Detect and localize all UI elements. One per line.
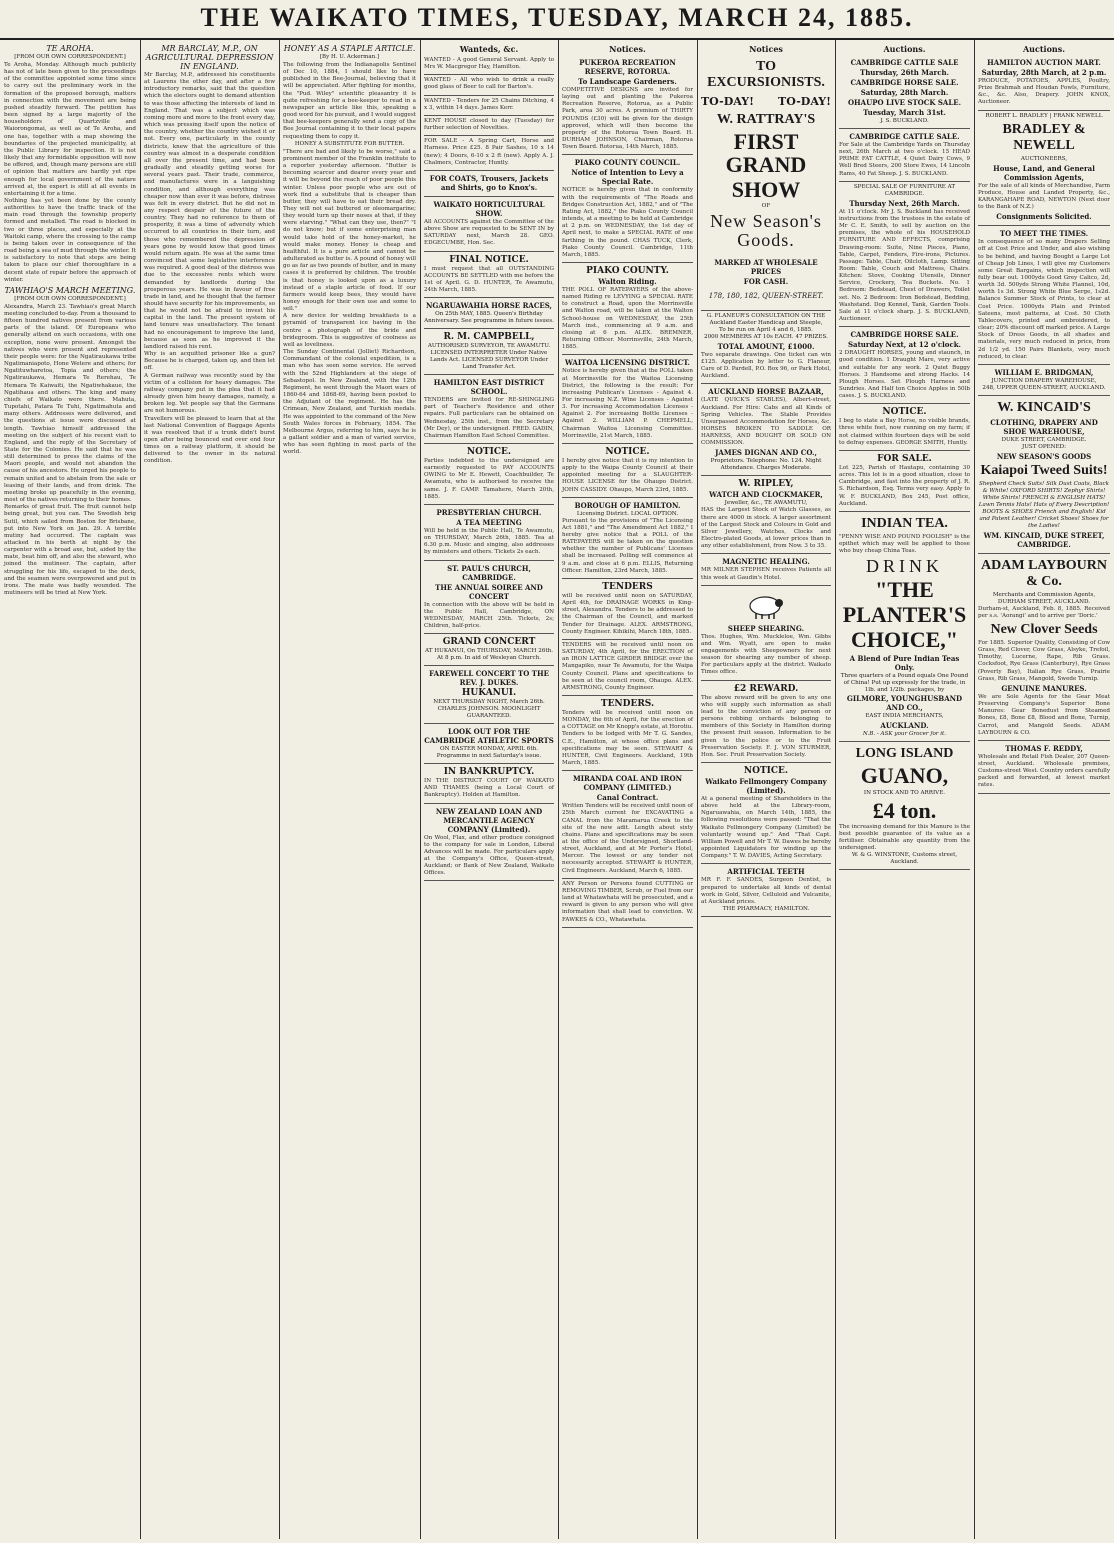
- ad-text: OF: [761, 203, 771, 210]
- ad-text: EAST INDIA MERCHANTS,: [865, 713, 944, 720]
- classified-ad: [562, 263, 693, 355]
- ad-title: WILLIAM E. BRIDGMAN,: [994, 367, 1094, 377]
- masthead: [0, 0, 1114, 40]
- section-heading: Notices: [749, 44, 783, 54]
- ad-text: Proprietors. Telephone: No. 124. Night Attendance. Charges Moderate.: [710, 458, 822, 472]
- classified-ad: [424, 55, 554, 75]
- ad-title: CAMBRIDGE CATTLE SALE: [850, 58, 959, 67]
- ad-text: IN STOCK AND TO ARRIVE.: [863, 789, 946, 796]
- ad-headline: GUANO,: [860, 763, 949, 789]
- ad-subtitle: WATCH AND CLOCKMAKER,: [709, 490, 823, 500]
- ad-headline: FIRST GRAND: [725, 129, 807, 178]
- ad-text: WANTED - A good General Servant. Apply to Mrs W. Macgregor Hay, Hamilton.: [424, 57, 554, 71]
- ad-text: I beg to state a Bay Horse, no visible brands, three white feet, now running on my farm; if not claimed within fourteen days will be sold to defray expenses. GEORGE SMITH, Huntly.: [839, 418, 970, 446]
- guano-ad: [839, 742, 970, 870]
- ad-name: W. RATTRAY'S: [716, 112, 816, 127]
- classified-ad: [424, 505, 554, 561]
- section-heading: Notices.: [609, 44, 646, 54]
- classified-ad: [424, 666, 554, 724]
- classified-ad: [701, 763, 831, 864]
- ad-title: W. RIPLEY,: [738, 479, 794, 490]
- ad-subtitle: TOTAL AMOUNT, £1000.: [717, 341, 815, 351]
- ad-text: Two separate drawings. One ticket can win £125. Application by letter to G. Flaneur, Care of D. Pardell, P.O. Box 96, or Park Hotel, Auckland.: [701, 351, 831, 380]
- ad-text: Durham-st, Auckland, Feb. 8, 1885. Received per s.s. 'Aorangi' and to arrive per 'Doric.': [978, 605, 1110, 619]
- today-label: TO-DAY!: [701, 95, 754, 108]
- ad-headline: "THE: [875, 577, 934, 603]
- ad-text: "PENNY WISE AND POUND FOOLISH" is the epithet which may well be applied to those who buy cheap China Teas.: [839, 533, 970, 555]
- ad-text: MR F. F. SANDES, Surgeon Dentist, is prepared to undertake all kinds of dental work in Gold, Silver, Celluloid and Vulcanite, at Auckland prices.: [701, 877, 831, 905]
- ad-title: ST. PAUL'S CHURCH, CAMBRIDGE.: [447, 563, 531, 582]
- ad-price: £4 ton.: [872, 797, 937, 823]
- ad-text: will be received until noon on SATURDAY, April 4th, for DRAINAGE WORKS in King-street, Alexandra. Tenders to be addressed to the Chairman of the Council, and marked Tender for Drainage. ALEX. ARMSTRONG, County Engineer. Kihikihi, March 18th, 1885.: [562, 592, 693, 635]
- ad-text: I hereby give notice that it is my intention to apply to the Waipa County Council at their appointed meeting for a SLAUGHTER-HOUSE LICENSE for the Ohaupo District. JOHN CASSIDY. Ohaupo, March 23rd, 1885.: [562, 457, 693, 493]
- classified-ad: [839, 451, 970, 512]
- column-3: [279, 40, 420, 1539]
- classified-ad: [424, 252, 554, 299]
- ad-text: JUNCTION DRAPERY WAREHOUSE,: [991, 377, 1097, 384]
- article-text: Remarks of great fruit. The fruit cannot help being great, but you can. The Swedish brig Sutil, which sailed from Boston for Brisbane, put into New York on Jan. 29. A terrible mutiny had occurred. The captain was attacked in his berth at night by the carpenter with a broad axe, but, aided by the mate, beat him off, and also the steward, who joined the mutineer. The captain, after struggling for his life, escaped to the deck, and the seamen were overpowered and put in irons. The mate was badly wounded. The mutineers will be tried at New York.: [4, 504, 136, 597]
- ad-text: WANTED - All who wish to drink a really good glass of Beer to call for Barton's.: [424, 77, 554, 91]
- article-heading: HONEY AS A STAPLE ARTICLE.: [283, 44, 416, 53]
- column-8: [974, 40, 1114, 1539]
- classified-ad: [978, 226, 1110, 365]
- article-text: The Sunday Continental (Jolliet) Richardson, Commandant of the colonial expedition, is a man who has seen some service. He served with the 52nd Highlanders at the siege of Sebastopol. In New Zealand, with the 12th Regiment, he went through the Maori wars of 1860-64 and 1868-69, having been posted to the Adjutant of the regiment. He has the Crimean, New Zealand, and Turkish medals. He was appointed to the command of the New South Wales forces in February, 1854. The Melbourne Argus, referring to him, says he is a gallant soldier and a man of varied service, who has seen fighting in most parts of the world.: [283, 349, 416, 456]
- ad-text: ANY Person or Persons found CUTTING or REMOVING TIMBER, Scrub, or Fuel from our land at Whatawhata will be prosecuted, and a reward is given to any person who will give information that shall lead to conviction. W. FAWKES & CO., Whatawhata.: [562, 880, 693, 923]
- ad-title: FOR SALE.: [877, 453, 932, 464]
- kincaid-ad: [978, 396, 1110, 554]
- classified-ad: [424, 136, 554, 171]
- article-heading: TAWHIAO'S MARCH MEETING.: [4, 285, 136, 295]
- classified-ad: [562, 640, 693, 696]
- ad-date: Tuesday, March 31st.: [863, 108, 946, 117]
- ad-subtitle: House, Land, and General Commission Agents,: [993, 163, 1095, 182]
- ad-date: Saturday, 28th March, at 2 p.m.: [981, 68, 1107, 77]
- classified-ad: [424, 75, 554, 95]
- ad-text: Parties indebted to the undersigned are earnestly requested to PAY ACCOUNTS OWING to Mr E. Hewett, Coachbuilder, Te Awamutu, who is authorised to receive the same. J. F. CAMP. Tamahere, March 20th, 1885.: [424, 457, 554, 500]
- ad-title: NEW ZEALAND LOAN AND MERCANTILE AGENCY COMPANY (Limited).: [435, 806, 543, 834]
- ad-text: Shepherd Check Suits! Silk Dust Coats, Black & White! OXFORD SHIRTS! Zephyr Shirts! White Shirts! FRENCH & ENGLISH HATS! Lawn Tennis Hats! Hats of Every Description! BOOTS & SHOES Friench and English! Kid and Patent Leather! Cricket Shoes! Shoes for the Ladies!: [978, 480, 1110, 529]
- ad-text: ON EASTER MONDAY, APRIL 6th. Programme in next Saturday's issue.: [436, 746, 542, 760]
- ad-text: HAS the Largest Stock of Watch Glasses, as there are 4000 in stock. A larger assortment of the Largest Stock and Colours in Gold and Silver Jewellery, Watches, Clocks and Electro-plated Goods, at lower prices than in any other establishment, from Now. 3 to 35.: [701, 507, 831, 550]
- classified-ad: [424, 561, 554, 635]
- classified-ad: [424, 804, 554, 882]
- classified-ad: [562, 155, 693, 263]
- ad-subtitle: NEW SEASON'S GOODS: [996, 451, 1092, 461]
- ad-text: NEXT THURSDAY NIGHT, March 26th. CHARLES JOHNSON. MOONLIGHT GUARANTEED.: [433, 699, 545, 720]
- sheep-icon-svg: [741, 591, 791, 621]
- ad-title: SHEEP SHEARING.: [727, 623, 805, 633]
- ad-text: J. S. BUCKLAND.: [880, 118, 929, 124]
- ad-text: IN THE DISTRICT COURT OF WAIKATO AND THAMES (being a Local Court of Bankruptcy). Holden at Hamilton.: [424, 778, 554, 799]
- article-heading: MR BARCLAY, M.P., ON AGRICULTURAL DEPRESSION IN ENGLAND.: [145, 44, 274, 71]
- masthead-title: THE WAIKATO TIMES, TUESDAY, MARCH 24, 1885.: [200, 3, 914, 32]
- ad-title: FOR COATS, Trousers, Jackets and Shirts, go to Knox's.: [429, 173, 549, 192]
- ad-subtitle: Canal Contract.: [596, 793, 659, 803]
- ad-text: For 1885. Superior Quality, Consisting of Cow Grass, Red Clover, Cow Grass, Alsyke, Trefoil, Timothy, Lucerne, Rape, Rib Grass. Cocksfoot, Rye Grass (Canterbury), Rye Grass (Poverty Bay), Italian Rye Grass, Prairie Grass, Rib Grass, Mangold, Swede Turnip.: [978, 639, 1110, 682]
- ad-subtitle: JAMES DIGNAN AND CO.,: [715, 448, 817, 458]
- column-7: [835, 40, 974, 1539]
- classified-ad: [424, 375, 554, 444]
- classified-ad: [978, 55, 1110, 111]
- ad-title: TENDERS.: [600, 698, 655, 709]
- ad-subtitle: WM. KINCAID, DUKE STREET, CAMBRIDGE.: [983, 530, 1105, 549]
- ad-title: BOROUGH OF HAMILTON.: [574, 500, 681, 510]
- classified-ad: [839, 129, 970, 182]
- classified-ad: [562, 498, 693, 579]
- ad-title: ARTIFICIAL TEETH: [727, 867, 805, 877]
- ad-text: TENDERS will be received until noon on SATURDAY, 4th April, for the ERECTION of an IRON LATTICE GIRDER BRIDGE over the Mangapiko, near Te Awamutu, for the Waipa County Council. Plans and specifications to be seen at the council room, Ohaupo. ALEX. ARMSTRONG, County Engineer.: [562, 641, 693, 691]
- ad-text: To be run on April 4 and 6, 1885.: [719, 326, 813, 333]
- ad-subtitle: THE ANNUAL SOIREE AND CONCERT: [435, 582, 543, 601]
- ad-text: Written Tenders will be received until noon of 25th March current for EXCAVATING a CANAL from the Maramarua Creek to the site of the new adit. Length about sixty chains. Plans and specifications may be seen at the office of the Undersigned, Shortland-street, Auckland, and at Mr Porter's Hotel, Mercer. The lowest or any tender not necessarily accepted. STEWART & HUNTER, Civil Engineers. Auckland, March 6, 1885.: [562, 803, 693, 874]
- article-byline: [By H. U. Ackerman.]: [319, 54, 380, 60]
- ad-text: DUKE STREET, CAMBRIDGE.: [1001, 436, 1087, 443]
- ad-text: The above reward will be given to any one who will supply such information as shall lead to the conviction of any person or persons robbing orchards belonging to members of this Society in Hamilton during the present fruit season. Information to be given to the police or to the Fruit Preservation Society. F. J. VON STURMER, Hon. Sec. Fruit Preservation Society.: [701, 694, 831, 758]
- classified-ad: [562, 579, 693, 640]
- article-text: Why is an acquitted prisoner like a gun? Because he is charged, taken up, and then let off.: [144, 351, 275, 372]
- today-row: [701, 95, 831, 108]
- classified-ad: [562, 696, 693, 771]
- ad-title: NGARUAWAHIA HORSE RACES,: [426, 301, 552, 311]
- ad-title: MIRANDA COAL AND IRON COMPANY (LIMITED.): [573, 774, 682, 793]
- classified-ad: [701, 384, 831, 476]
- ad-title: SPECIAL SALE OF FURNITURE AT CAMBRIDGE.: [853, 183, 956, 197]
- ad-text: KENT HOUSE closed to day (Tuesday) for further selection of Novelties.: [424, 117, 554, 132]
- ad-text: At a general meeting of Shareholders in the above held at the Library-room, Ngaruawahia, on March 14th, 1885, the following resolutions were passed: "That the Waikato Fellmongery Company (Limited) be voluntarily wound up." And "That Capt. William Powell and Mr T. W. Dawes be hereby appointed Liquidators for winding up the Company." T. W. DAVIES, Acting Secretary.: [701, 796, 831, 860]
- ad-title: NOTICE.: [882, 407, 927, 418]
- classified-ad: [839, 182, 970, 327]
- ad-subtitle: A TEA MEETING: [456, 517, 522, 527]
- classified-ad: [424, 197, 554, 252]
- ad-headline: DRINK: [866, 556, 943, 577]
- ad-text: AT HUKANUI, On THURSDAY, MARCH 26th. At 8 p.m. In aid of Wesleyan Church.: [424, 648, 554, 662]
- ad-title: NOTICE.: [743, 766, 789, 776]
- classified-ad: [424, 329, 554, 375]
- ad-text: FOR SALE - A Spring Cart, Horse and Harness. Price £25. 8 Pair Sashes, 10 x 14 (new); 4 Doors, 6-10 x 2 ft (new). Apply A. J. Chalmers, Contractor, Huntly.: [424, 138, 554, 166]
- tea-ad: [839, 512, 970, 743]
- ad-subtitle: A Blend of Pure Indian Teas Only.: [849, 653, 960, 672]
- classified-ad: [978, 741, 1110, 794]
- ad-text: On Wool, Flax, and other produce consigned to the company for sale in London, Liberal Advances will be made. For particulars apply at the Company's Office, Queen-street, Auckland; or Bank of New Zealand, Waikato Offices.: [424, 834, 554, 877]
- ad-text: JUST OPENED:: [1021, 443, 1067, 450]
- ad-title: PRESBYTERIAN CHURCH.: [436, 507, 542, 517]
- classified-ad: [701, 476, 831, 554]
- ad-text: AUCTIONEERS,: [1020, 155, 1068, 162]
- ad-title: ADAM LAYBOURN & Co.: [981, 557, 1107, 589]
- ad-text: For Sale at the Cambridge Yards on Thursday next, 26th March at two o'clock. 15 HEAD PRIME FAT CATTLE, 4 Quiet Dairy Cows, 9 Well Bred Steers, 200 Store Ewes, 14 Lincoln Rams, 40 Fat Sheep. J. S. BUCKLAND.: [839, 141, 970, 177]
- article-text: Mr Barclay, M.P., addressed his constituents at Laurens the other day, and after a few introductory remarks, said that the question which the electors ought to demand attention to was those affecting the interests of land in England. That was a subject which was coming more and more to the front every day, which was pressing itself upon the notice of the country, whether the country wished it or not. Every one, particularly in the county districts, knew that the agriculture of this country was almost in a desperate condition all over the present time, and had been gradually and steadily getting worse for several years past. Their trade, commerce, and manufactures were in a languishing condition, and although everything was cheaper now than ever it was before, distress was felt in every district. But he did not in any respect despair of the future of the country. They had no reference to them of prosperity, it was a time of adversity which occurred to all countries in their turn, and those who remembered the depression of years gone by would know that good times would return again. He was at the same time convinced that some legislative interference was required. A good deal of the distress was due to the excessive rents which were demanded by landlords during the prosperous years. He was in favour of free trade in land, and he thought that the farmer should have security for his improvements, so that he would not be afraid to invest his capital in the land. The present system of land tenure was unsatisfactory. The tenant had no encouragement to improve the land, because as soon as he improved it the landlord raised his rent.: [144, 72, 275, 350]
- ad-text: In connection with the above will be held in the Public Hall, Cambridge, ON WEDNESDAY, MARCH 25th. Tickets, 2s; Children, half-price.: [424, 601, 554, 629]
- ad-date: Saturday Next, at 12 o'clock.: [847, 340, 961, 350]
- classified-ad: [424, 171, 554, 197]
- ad-text: WANTED - Tenders for 25 Chains Ditching, 4 x 3, within 14 days. James Kerr.: [424, 97, 554, 111]
- ad-title: TO MEET THE TIMES.: [999, 229, 1089, 239]
- article-text: A new device for welding breakfasts is a pyramid of transparent ice having in the centre a photograph of the bride and bridegroom. This is suggestive of coolness as well as loveliness.: [283, 313, 416, 348]
- ad-text: TENDERS are invited for RE-SHINGLING part of Teacher's Residence and other repairs. Full particulars can be obtained on Wednesday, 25th inst., from the Secretary (Mr Dey), or the undersigned. FRED. GADIN, Chairman Hamilton East School Committee.: [424, 397, 554, 439]
- ad-text: At 11 o'clock. Mr J. S. Buckland has received instructions from the trustees in the estate of Mr C. E. Smith, to sell by auction on the premises, the whole of his HOUSEHOLD FURNITURE AND EFFECTS, comprising Drawing-room: Suite, Nine Pieces, Piano, Table, Carpet, Fenders, Fire-irons, Pictures. Passage: Table, Chair, Oilcloth, Lamp. Sitting Room: Table, Couch and Mattress, Chairs. Kitchen: Stove, Cooking Utensils, Dinner Service, Crockery, Tea Buckets. No. 1 Bedroom: Bedstead, Chest of Drawers, Toilet set. No. 2 Bedroom: Iron Bedstead, Bedding, Washstand. Dog Kennel, Tank, Garden Tools. Sale at 11 o'clock sharp. J. S. BUCKLAND, Auctioneer.: [839, 208, 970, 323]
- classified-ad: [562, 879, 693, 928]
- ad-text: COMPETITIVE DESIGNS are invited for laying out and planting the Pukeroa Recreation Reserve, Rotorua, as a Public Park, area 30 acres. A premium of THIRTY POUNDS (£30) will be given for the design approved, which will then become the property of the Rotorua Town Board. H. DURHAM JOHNSON, Chairman, Rotorua Town Board. Rotorua, 14th March, 1885.: [562, 87, 693, 151]
- ad-title: PUKEROA RECREATION RESERVE, ROTORUA.: [579, 58, 676, 76]
- ad-title: WAIKATO HORTICULTURAL SHOW.: [433, 199, 545, 218]
- ad-headline: Kaiapoi Tweed Suits!: [980, 462, 1108, 478]
- ad-text: NOTICE is hereby given that in conformity with the requirements of "The Roads and Bridges Construction Act, 1882," and of "The Rating Act, 1882," the Piako County Council intends, at a meeting to be held at Cambridge at 2 p.m. on WEDNESDAY, the 1st day of April next, to make a SPECIAL RATE of one farthing in the pound. CHAS TUCK, Clerk, Piako County Council. Cambridge, 11th March, 1885.: [562, 187, 693, 258]
- classified-ad: [701, 681, 831, 763]
- classified-ad: [839, 55, 970, 129]
- section-heading: Auctions.: [1022, 44, 1066, 54]
- ad-title: FINAL NOTICE.: [449, 254, 529, 265]
- classified-ad: [701, 864, 831, 917]
- ad-date: Thursday Next, 26th March.: [849, 198, 960, 208]
- ad-title: WAITOA LICENSING DISTRICT.: [565, 358, 690, 368]
- ad-text: 2 DRAUGHT HORSES, young and staunch, in good condition. 1 Draught Mare, very active and suitable for any work. 2 Quiet Buggy Horses. 3 Handsome and strong Hacks. 14 Plough Horses. Set Plough Harness and Sundries. And Half ton Choice Apples in 50lb cases. J. S. BUCKLAND.: [839, 350, 970, 400]
- ad-title: £2 REWARD.: [733, 683, 799, 694]
- column-2: [140, 40, 279, 1539]
- ad-title: BRADLEY & NEWELL: [1002, 121, 1086, 153]
- ad-title: IN BANKRUPTCY.: [443, 767, 535, 778]
- classified-ad: [839, 327, 970, 404]
- article-heading: TE AROHA.: [46, 44, 94, 53]
- ad-text: THE PHARMACY, HAMILTON.: [722, 906, 810, 913]
- ad-headline: CHOICE,": [851, 627, 958, 653]
- classified-ad: [701, 554, 831, 585]
- ad-text: Wholesale and Retail Fish Dealer, 207 Queen-street, Auckland. Wholesale premises, Customs-street West. Country orders carefully packed and forwarded, at lowest market rates.: [978, 753, 1110, 789]
- classified-ad: [978, 111, 1110, 227]
- ad-title: TO EXCURSIONISTS.: [707, 59, 825, 90]
- ad-title: HAMILTON EAST DISTRICT SCHOOL.: [433, 378, 545, 397]
- ad-text: ROBERT L. BRADLEY | FRANK NEWELL: [985, 112, 1103, 119]
- ad-title: W. KINCAID'S: [997, 399, 1091, 415]
- ad-address: 178, 180, 182, QUEEN-STREET.: [708, 292, 824, 301]
- ad-title: OHAUPO LIVE STOCK SALE.: [847, 98, 962, 107]
- classified-ad: [562, 771, 693, 879]
- ad-subtitle: FOR CASH.: [743, 277, 789, 287]
- ad-date: Thursday, 26th March.: [860, 68, 949, 77]
- ad-headline: New Season's Goods.: [710, 211, 822, 251]
- ad-subtitle: Waikato Fellmongery Company (Limited).: [705, 777, 827, 795]
- ad-text: Will be held in the Public Hall, Te Awamutu, on THURSDAY, March 26th, 1885. Tea at 6.30 p.m. Music and singing, also addresses by ministers and others. Tickets 2s each.: [424, 527, 554, 556]
- section-heading: Auctions.: [883, 44, 926, 54]
- ad-title: PIAKO COUNTY.: [586, 265, 669, 276]
- article-text: Te Aroha, Monday. Although much publicity has not of late been given to the proceedings of the committee appointed some time since to carry out the preliminary work in the formation of the proposed borough, matters in connection with the movement are being pushed steadily forward. The petition has been signed by a large majority of the householders of Quartzville and Waiorongomai, as well as of Te Aroha, and one has, together with a map showing the boundaries of the projected municipality, at the Public Library for inspection. It is not likely that any formidable opposition will now be offered, and, though many persons are still of opinion that matters are hardly yet ripe enough for local government of the nature arrived at, the expert is still at all events in entertaining it for a time.: [4, 62, 136, 197]
- ad-text: 248, UPPER QUEEN-STREET, AUCKLAND.: [982, 384, 1106, 391]
- article-text: "There are bad and likely to be worse," said a prominent member of the Franklin institute to a reporter yesterday afternoon. "Butter is becoming scarcer and dearer every year and it will be beyond the reach of poor people this winter. Unless poor people who are out of work find a substitute that is cheaper than butter, they will have to eat their bread dry. They will not eat buttered or oleomargarine; they would turn up their noses at that, if they were starving." "What can they use, then?" "I do not know; but if some enterprising man would take hold of the honey-market, he would make money. Honey is cheap and healthful. It is a pure article and cannot be adulterated as butter is. A pound of honey will go as far as two pounds of butter, and in many cases it is preferred by children. The trouble is that honey is looked upon as a luxury instead of a staple article of food. If our farmers would keep bees, they would have honey enough for their own use and some to sell.": [283, 148, 416, 313]
- today-label: TO-DAY!: [778, 95, 831, 108]
- classified-ad: [562, 444, 693, 498]
- ad-subtitle: GILMORE, YOUNGHUSBAND AND CO.,: [846, 694, 963, 713]
- ad-date: Saturday, 28th March.: [860, 88, 949, 97]
- ad-title: TENDERS: [602, 581, 653, 592]
- ad-text: Lot 225, Parish of Hautapu, containing 30 acres. This lot is in a good situation, close to Cambridge, and fast into the property of J. R. S. Richardson, Esq. Terms very easy. Apply to W. F. BUCKLAND, Box 245, Post office, Auckland.: [839, 464, 970, 507]
- classified-ad: [424, 96, 554, 116]
- ad-title: HAMILTON AUCTION MART.: [987, 58, 1101, 67]
- ad-title: MAGNETIC HEALING.: [722, 557, 810, 567]
- ad-title: THOMAS F. REDDY,: [1005, 743, 1083, 753]
- rattray-ad: [701, 55, 831, 311]
- ad-text: Three quarters of a Pound equals One Pound of China! Put up expressly for the trade, in 1lb. and 1/2lb. packages, by: [840, 672, 969, 693]
- ad-text: The increasing demand for this Manure is the best possible guarantee of its value as a fertiliser. Obtainable any quantity from the undersigned.: [839, 823, 970, 852]
- ad-text: Tenders will be received until noon on MONDAY, the 6th of April, for the erection of a COTTAGE on Mr Knopp's estate, at Horotiu. Tenders to be lodged with Mr T. G. Sandes, C.E., Hamilton, at whose office plans and specifications may be seen. STEWART & HUNTER, Civil Engineers. Auckland, 19th March, 1885.: [562, 709, 693, 767]
- classified-ad: [701, 311, 831, 385]
- classified-ad: [424, 634, 554, 666]
- ad-title: CAMBRIDGE HORSE SALE.: [850, 330, 959, 340]
- column-4: [420, 40, 558, 1539]
- ad-text: All ACCOUNTS against the Committee of the above Show are requested to be SENT IN by SATURDAY next, March 28. GEO. EDGECUMBE, Hon. Sec.: [424, 218, 554, 247]
- ad-subtitle: Walton Riding.: [598, 276, 657, 286]
- ad-title: FAREWELL CONCERT TO THE REV. J. DUKES.: [429, 669, 549, 688]
- ad-subtitle: Notice of Intention to Levy a Special Rate.: [571, 168, 684, 187]
- ad-text: AUTHORISED SURVEYOR, TE AWAMUTU. LICENSED INTERPRETER Under Native Lands Act. LICENSED SURVEYOR Under Land Transfer Act.: [427, 343, 551, 371]
- ad-title: GRAND CONCERT: [442, 637, 536, 648]
- ad-subtitle: MARKED AT WHOLESALE PRICES: [714, 258, 818, 277]
- ad-text: In consequence of so many Drapers Selling off at Cost Price and Under, and also wishing to be behind, and having Bought a Large Lot of Cheap Job Lines, I will give my Customers some Great Bargains, which inspection will fully bear out. 1000yds Good Grey Calico, 2d, worth 3d. 500yds Strong White Flannel, 10d, worth 1s 3d. Strong White Blue Serge, 1s2d. Balance Summer Stock of Prints, to clear at Cost Price. 1000yds Plain and Printed Sateens, most patterns, at Cost. 50 Cloth Tablecovers, printed and embroidered, to clear; 20% discount off marked price. A Large Stock of Dress Goods, in all shades and materials, very much reduced in price, from 2d 1/2 yd. 150 Pairs Blankets, very much reduced, to clear.: [978, 239, 1110, 360]
- ad-text: THE POLL OF RATEPAYERS of the above-named Riding re LEVYING a SPECIAL RATE to construct a Road, upon the Morrinsville and Walton road, will be taken at the Walton School-house on WEDNESDAY, the 25th March inst., commencing at 9 a.m. and closing at 6 p.m. ALEX. BREMNER, Returning Officer. Morrinsville, 24th March, 1885.: [562, 286, 693, 351]
- laybourn-ad: [978, 554, 1110, 741]
- ad-text: Merchants and Commission Agents, DURHAM STREET, AUCKLAND.: [992, 591, 1096, 605]
- ad-text: Thos. Hughes, Wm. Muckleloe, Wm. Gibbs and Wm. Wyatt, are open to make engagements with Sheepowners for next season for shearing any number of sheep. For particulars apply at the district. Waikato Times office.: [701, 633, 831, 676]
- ad-subtitle: CLOTHING, DRAPERY AND SHOE WAREHOUSE,: [990, 417, 1098, 436]
- ad-text: Jeweller, &c., TE AWAMUTU,: [724, 500, 808, 507]
- sheep-icon: [701, 591, 831, 621]
- article-byline: [FROM OUR OWN CORRESPONDENT.]: [14, 295, 126, 302]
- ad-title: NOTICE.: [466, 446, 512, 457]
- ad-text: I must request that all OUTSTANDING ACCOUNTS BE SETTLED with me before the 1st of April. G. D. HUNTER, Te Awamutu, 24th March, 1885.: [424, 265, 554, 293]
- ad-subtitle: Licensing District. LOCAL OPTION.: [576, 510, 679, 517]
- ad-text: 2000 MEMBERS AT 10s EACH. 47 PRIZES.: [704, 333, 828, 340]
- ad-headline: PLANTER'S: [842, 602, 967, 628]
- ad-subtitle: HUKANUI.: [461, 688, 517, 699]
- classified-ad: [424, 764, 554, 803]
- ad-subtitle: To Landscape Gardeners.: [578, 77, 677, 86]
- column-6: [697, 40, 835, 1539]
- ad-headline: SHOW: [731, 177, 801, 203]
- ad-text: MR MILNER STEPHEN receives Patients all this week at Gaudin's Hotel.: [701, 567, 831, 581]
- classified-ad: [424, 298, 554, 329]
- ad-text: W. & G. WINSTONE, Customs street, Auckland.: [851, 852, 958, 866]
- ad-title: R. M. CAMPBELL,: [443, 332, 535, 343]
- classified-ad: [978, 365, 1110, 396]
- ad-title: INDIAN TEA.: [861, 515, 948, 531]
- classified-ad: [562, 55, 693, 155]
- classified-ad: [701, 586, 831, 681]
- ad-title: CAMBRIDGE CATTLE SALE.: [849, 131, 960, 141]
- column-5: [558, 40, 697, 1539]
- article-byline: [FROM OUR OWN CORRESPONDENT.]: [14, 54, 126, 60]
- ad-subtitle: Consignments Solicited.: [996, 212, 1092, 222]
- classified-ad: [424, 116, 554, 136]
- article-text: Travellers will be pleased to learn that at the last National Convention of Baggage Agents it was resolved that if a trunk didn't burst open after being bounced end over end four times on a railway platform, it should be delivered to the owner in its natural condition.: [144, 415, 275, 465]
- ad-text: (LATE QUICK'S STABLES), Albert-street, Auckland. For Hire: Cabs and all Kinds of Spring Vehicles. The Stable Provides Unsurpassed Accommodation for Horses, &c. HORSES BROKEN TO SADDLE OR HARNESS, AND BOUGHT OR SOLD ON COMMISSION.: [701, 397, 831, 447]
- ad-title: PIAKO COUNTY COUNCIL.: [574, 158, 681, 168]
- ad-text: Notice is hereby given that at the POLL taken at Morrinsville for the Waitoa Licensing District, the following is the result: For increasing Publican's Licenses - Against 4. For increasing N.Z. Wine Licenses - Against 3. For increasing Accommodation Licenses - Against 2. For increasing Bottle Licenses - Against 2. WILLIAM P. CHEPMELL, Chairman Waitoa Licensing Committee. Morrinsville, 21st March, 1885.: [562, 368, 693, 439]
- ad-text: Pursuant to the provisions of "The Licensing Act 1881," and "The Amendment Act 1882," I hereby give notice that a POLL of the RATEPAYERS will be taken on the question whether the number of Publicans' Licenses shall be increased. Polling will commence at 9 a.m. and close at 6 p.m. ELLIS, Returning Officer. Hamilton, 23rd March, 1885.: [562, 517, 693, 574]
- article-text: A German railway was recently sued by the victim of a collision for heavy damages. The railway company put in the plea that it had already given him heavy damages, namely, a broken leg. Yet people say that the Germans are not humorous.: [144, 372, 275, 415]
- ad-title: LONG ISLAND: [855, 746, 954, 762]
- column-1: [0, 40, 140, 1539]
- ad-subtitle: AUCKLAND.: [880, 721, 929, 731]
- ad-title: CAMBRIDGE HORSE SALE.: [850, 78, 959, 87]
- ad-title: LOOK OUT FOR THE CAMBRIDGE ATHLETIC SPORTS: [424, 727, 554, 746]
- ad-title: G. FLANEUR'S CONSULTATION ON THE Auckland Easter Handicap and Steeple,: [706, 312, 826, 326]
- classified-ad: [839, 404, 970, 451]
- ad-title: NOTICE.: [605, 446, 650, 457]
- section-heading: Wanteds, &c.: [459, 44, 519, 54]
- ad-text: For the sale of all kinds of Merchandise, Farm Produce, House and Landed Property, &c., KARANGAHAPE ROAD, NEWTON (Next door to the Bank of N.Z.): [978, 182, 1110, 211]
- ad-subtitle: GENUINE MANURES.: [1001, 683, 1087, 693]
- article-subheading: HONEY A SUBSTITUTE FOR BUTTER.: [294, 140, 405, 147]
- classified-ad: [562, 355, 693, 444]
- classified-ad: [424, 724, 554, 764]
- article-text: The following from the Indianapolis Sentinel of Dec 10, 1884, I should like to have published in the Bee-Journal, believing that it will be appreciated. After fighting for months, the "Pud. Wiley" scientific pleasantry it is quite refreshing for a bee-keeper to read in a newspaper an article like this, speaking a good word for his pursuit, and I would suggest that bee-keepers generally send a copy of the Bee Journal containing it to their local papers requesting them to copy it.: [283, 62, 416, 140]
- ad-text: N.B. - ASK your Grocer for it.: [862, 731, 947, 738]
- article-text: Alexandra, March 23. Tawhiao's great March meeting concluded to-day. From a thousand to fifteen hundred natives present from various parts of the island. Of Europeans who generally attend on such occasions, with one exception, none were present. Amongst the natives who were present and represented their people were: for the Ngatiraukawa tribe Ngatimaniapoto, Hone Wetere and others; for Ngatituwharetoa, Topia and others; the Ngatiraukawa, Hemara Te Rerehau, Te Hemara Te Kaiwaiti, the Ngatiwhakaue, the Ngatihaua and others. The king and many chiefs of Waikato were there. Mahuta, Tupotahi, Patara Te Tuhi, Ngatimahuta and many others. Addresses were delivered, and the questions at issue were discussed at length. Tawhiao himself addressed the meeting on the subject of his recent visit to England, and the reply of the Secretary of State for the Colonies. He said that he was still determined to press the claims of the Maori people, and would not abandon the cause of his ancestors. He urged his people to remain united and to abstain from the sale or leasing of their lands, and from drink. The meeting broke up peacefully in the evening, most of the natives returning to their homes.: [4, 303, 136, 504]
- ad-text: On 25th MAY, 1885. Queen's Birthday Anniversary. See programme in future issues.: [424, 311, 554, 325]
- classified-ad: [424, 444, 554, 505]
- ad-text: We are Sole Agents for the Gear Meat Preserving Company's Superior Bone Manures: Gear Bonedust from Steamed Bones, £8, Bone £8, Blood and Bone, Turnip, Carrot, and Mangold Seeds. ADAM LAYBOURN & CO.: [978, 693, 1110, 736]
- ad-headline: New Clover Seeds: [990, 621, 1098, 637]
- article-text: Nothing has yet been done by the county authorities to have the traffic track of the main road through the township properly formed and metalled. The road is blocked in two or three places, and especially at the Waitoki camp, where the crossing to the camp is being taken over in consequence of the road being a sea of mud through the winter. It is satisfactory to note that steps are being taken to place our chief thoroughfare in a decent state of repair before the approach of winter.: [4, 197, 136, 283]
- ad-title: AUCKLAND HORSE BAZAAR,: [708, 387, 824, 397]
- ad-text: PRODUCE, POTATOES, APPLES, Poultry, Prize Brahmah and Houdan Fowls, Furniture, &c., &c. Also, Drapery. JOHN KNOX, Auctioneer.: [978, 78, 1110, 106]
